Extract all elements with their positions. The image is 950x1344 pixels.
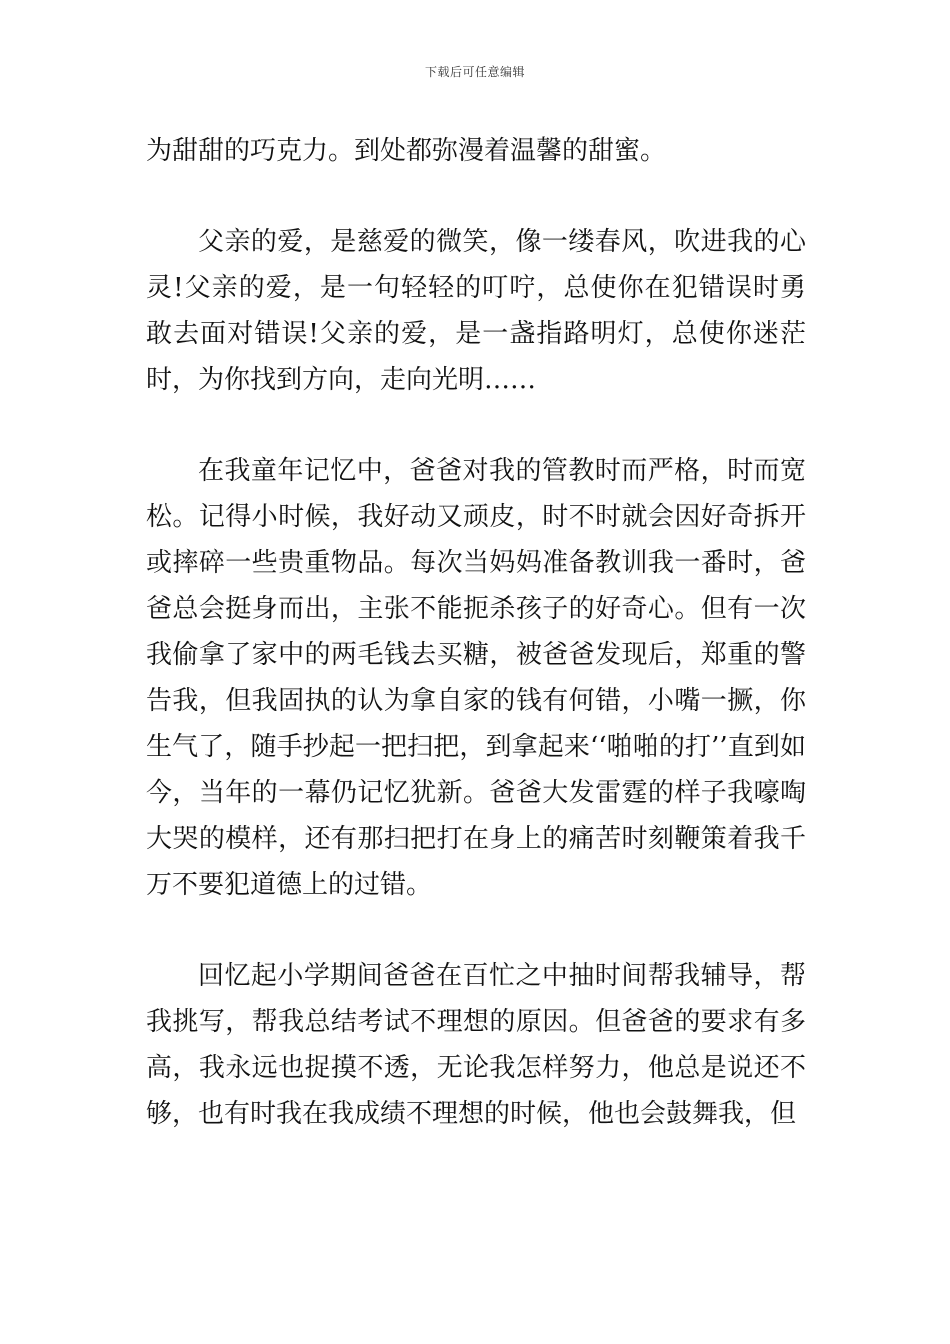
paragraph-childhood-memory: 在我童年记忆中，爸爸对我的管教时而严格，时而宽松。记得小时候，我好动又顽皮，时不时就会因好奇拆开或摔碎一些贵重物品。每次当妈妈准备教训我一番时，爸爸总会挺身而出，主张不能扼杀孩子的好奇心。但有一次我偷拿了家中的两毛钱去买糖，被爸爸发现后，郑重的警告我，但我固执的认为拿自家的钱有何错，小嘴一撅，你生气了，随手抄起一把扫把，到拿起来‘‘啪啪的打’’直到如今，当年的一幕仍记忆犹新。爸爸大发雷霆的样子我嚎啕大哭的模样，还有那扫把打在身上的痛苦时刻鞭策着我千万不要犯道德上的过错。: [146, 456, 806, 900]
document-body: [146, 128, 806, 1137]
page-header: 下载后可任意编辑: [424, 65, 525, 79]
paragraph-father-love: 父亲的爱，是慈爱的微笑，像一缕春风，吹进我的心灵!父亲的爱，是一句轻轻的叮咛，总使你在犯错误时勇敢去面对错误!父亲的爱，是一盏指路明灯，总使你迷茫时，为你找到方向，走向光明……: [146, 227, 806, 395]
paragraph-primary-school: 回忆起小学期间爸爸在百忙之中抽时间帮我辅导，帮我挑写，帮我总结考试不理想的原因。但爸爸的要求有多高，我永远也捉摸不透，无论我怎样努力，他总是说还不够，也有时我在我成绩不理想的时候，他也会鼓舞我，但: [146, 961, 806, 1129]
paragraph-continuation: 为甜甜的巧克力。到处都弥漫着温馨的甜蜜。: [146, 136, 667, 166]
